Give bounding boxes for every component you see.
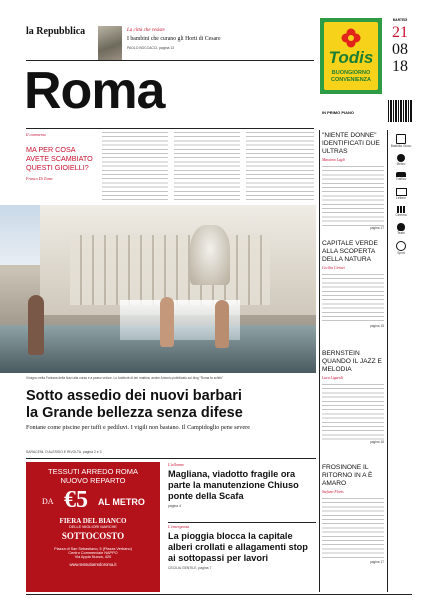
- ad-fair-2: DELLE MIGLIORI MARCHE: [69, 525, 117, 529]
- masthead-logo[interactable]: la Repubblica: [26, 26, 86, 37]
- index-label-1: Meteo: [396, 162, 406, 167]
- right-story-1-title: "NIENTE DONNE" IDENTIFICATI DUE ULTRAS: [322, 132, 380, 155]
- film-icon: [397, 206, 406, 213]
- index-label-6: Sport: [397, 251, 405, 256]
- main-photo[interactable]: [0, 205, 316, 373]
- index-sidebar: [390, 134, 412, 261]
- viadotto-byline: pagina 4: [168, 504, 182, 508]
- right-story-4-title: FROSINONE IL RITORNO IN A È AMARO: [322, 464, 373, 487]
- in-primo-piano-label: IN PRIMO PIANO: [322, 110, 355, 115]
- photo-person-right: [215, 300, 229, 348]
- photo-columns: [70, 235, 270, 305]
- right-story-3-author: Luca Ligaroli: [322, 376, 343, 380]
- promo-byline: PAOLO BOCCACCI, pagina 13: [127, 46, 175, 50]
- main-headline[interactable]: [26, 388, 318, 422]
- ad-line-2: NUOVO REPARTO: [60, 476, 126, 485]
- right-story-1-text: [322, 166, 384, 226]
- date-weekday: MARTEDÌ: [392, 18, 408, 22]
- right-story-2[interactable]: [322, 240, 384, 328]
- index-item-0[interactable]: [390, 134, 412, 148]
- photo-sky: [0, 205, 40, 265]
- story-pioggia[interactable]: [168, 524, 316, 570]
- right-story-4[interactable]: [322, 464, 384, 564]
- ad-al-metro: AL METRO: [98, 497, 145, 507]
- envelope-icon: [396, 188, 407, 196]
- sun-icon: [397, 154, 405, 162]
- right-story-3-text: [322, 384, 384, 440]
- headline-subtitle: Fontane come piscine per tuffi e pediluvi. I vigili non bastano. Il Campidoglio pene severe: [26, 424, 250, 431]
- promo-kicker: La città che resiste: [127, 28, 165, 33]
- ad-address-1: Piazza di San Sebastiano, 5 (Piazza Verbano): [54, 547, 132, 551]
- pioggia-title: La pioggia blocca la capitale alberi crollati e allagamenti stop ai sottopassi per lavori: [168, 531, 308, 563]
- todis-ad[interactable]: [320, 18, 382, 94]
- pioggia-kicker: L'emergenza: [168, 524, 190, 529]
- right-story-2-page: pagina 15: [369, 324, 384, 328]
- photo-person-left: [28, 295, 44, 355]
- index-label-3: Lettere: [396, 195, 406, 200]
- ad-line-1: TESSUTI ARREDO ROMA: [47, 467, 138, 476]
- right-story-1[interactable]: [322, 132, 384, 230]
- right-story-2-title: CAPITALE VERDE ALLA SCOPERTA DELLA NATURA: [322, 240, 378, 263]
- viadotto-title: Magliana, viadotto fragile ora parte la manutenzione Chiuso ponte della Scafa: [168, 469, 299, 501]
- right-story-1-author: Massimo Lugli: [322, 158, 345, 162]
- photo-statue: [190, 225, 230, 285]
- photo-caption: Il bagno nella Fontana della Navi alla corsa e a passo veloce. Lo Anbitorè di ieri mattina, anche Antonio pubblicato sul blog "Roma fa schifo": [26, 376, 224, 380]
- text-col-3: [246, 132, 314, 200]
- comment-column: [26, 132, 98, 181]
- ad-sottocosto: SOTTOCOSTO: [61, 531, 125, 541]
- footer-rule: [26, 594, 412, 595]
- date-year: 18: [392, 58, 408, 75]
- comment-title[interactable]: MA PER COSA AVETE SCAMBIATO QUESTI GIOIELLI?: [26, 145, 93, 172]
- index-label-0: Bastidia Gioco: [390, 144, 412, 148]
- right-story-4-page: pagina 17: [369, 560, 384, 564]
- date-month: 08: [392, 41, 408, 58]
- date-day: 21: [392, 24, 408, 41]
- tessuti-ad[interactable]: [26, 462, 160, 592]
- ad-address-3: Via Appia Nuova, 420: [74, 555, 112, 559]
- index-label-4: Cinema: [395, 212, 407, 217]
- edition-title: Roma: [24, 62, 165, 120]
- theater-mask-icon: [397, 223, 405, 231]
- ad-address-2: Centro Commerciale NAPPO: [68, 551, 118, 555]
- text-col-1: [102, 132, 168, 200]
- todis-slogan-1: BUONGIORNO: [331, 70, 371, 76]
- todis-flower-icon: [341, 28, 361, 48]
- headline-line-2: la Grande bellezza senza difese: [26, 405, 243, 421]
- index-label-5: Teatri: [397, 231, 405, 236]
- headline-byline: SARACENI, D'ALESSIO E RIVOLTA, pagina 2 e 3: [26, 450, 102, 454]
- article-text-block: [102, 132, 316, 202]
- date-box: [388, 18, 412, 86]
- right-story-2-author: Cecilia Cirinei: [322, 266, 345, 270]
- ad-website[interactable]: www.tessutiarredoroma.it: [69, 562, 117, 567]
- right-story-1-page: pagina 17: [369, 226, 384, 230]
- ball-icon: [396, 241, 406, 251]
- right-story-4-text: [322, 498, 384, 560]
- ad-price: €5: [64, 487, 88, 513]
- pioggia-byline: CECILIA GENTILE, pagina 7: [168, 566, 212, 570]
- masthead-rule-bottom: [26, 128, 314, 129]
- right-story-3-title: BERNSTEIN QUANDO IL JAZZ E MELODIA: [322, 350, 382, 373]
- index-item-3[interactable]: [390, 188, 412, 200]
- promo-title[interactable]: I bambini che curano gli Horti di Cesare: [127, 36, 221, 42]
- todis-inner: [324, 22, 378, 90]
- todis-brand: Todis: [328, 48, 374, 67]
- ad-price-row: [26, 489, 160, 513]
- stories-divider: [168, 522, 316, 523]
- right-story-3-page: pagina 16: [369, 440, 384, 444]
- comment-kicker: Il commento: [26, 132, 46, 137]
- index-item-5[interactable]: [390, 223, 412, 235]
- index-item-1[interactable]: [390, 154, 412, 166]
- right-column-divider: [319, 130, 320, 592]
- viadotto-kicker: L'allarme: [168, 462, 185, 467]
- barcode: [388, 100, 412, 122]
- right-story-4-author: Stefano Floris: [322, 490, 344, 494]
- index-item-4[interactable]: [390, 206, 412, 217]
- right-story-3[interactable]: [322, 350, 384, 444]
- right-story-2-text: [322, 274, 384, 324]
- story-viadotto[interactable]: [168, 462, 316, 508]
- ad-fair-1: FIERA DEL BIANCO: [59, 517, 127, 525]
- promo-thumbnail[interactable]: [98, 26, 122, 60]
- photo-person-center: [160, 297, 174, 347]
- index-label-2: Traffico: [395, 177, 407, 182]
- index-divider: [387, 130, 388, 592]
- todis-slogan-2: CONVENIENZA: [330, 77, 372, 83]
- text-col-2: [174, 132, 240, 200]
- comment-author: Franco Di Toma: [26, 176, 53, 181]
- headline-line-1: Sotto assedio dei nuovi barbari: [26, 388, 242, 404]
- dice-icon: [396, 134, 406, 144]
- index-item-2[interactable]: [390, 172, 412, 181]
- ad-da: DA: [42, 497, 54, 506]
- headline-rule: [26, 458, 316, 459]
- index-item-6[interactable]: [390, 241, 412, 255]
